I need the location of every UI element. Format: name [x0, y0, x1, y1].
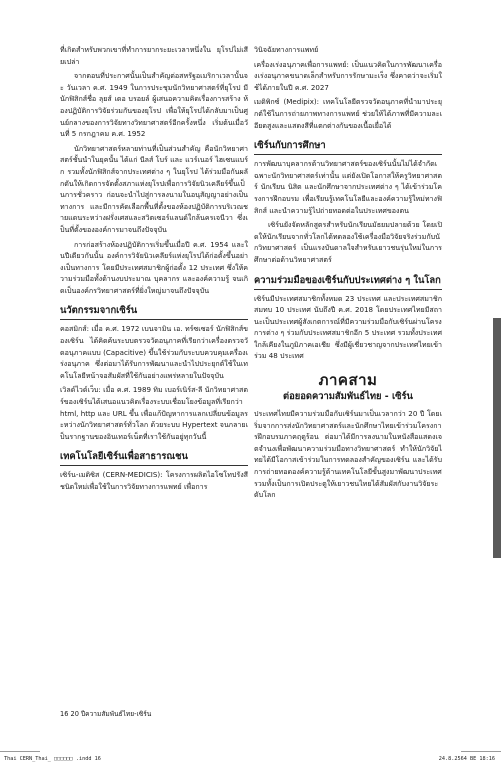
paragraph: วินิจฉัยทางการแพทย์	[254, 45, 319, 54]
paragraph: นักวิทยาศาสตร์หลายท่านที่เป็นส่วนสำคัญ คือนักวิทยาศาสตร์ชั้นนำในยุคนั้น ได้แก่ นีลส์ โบร์ และ แวร์เนอร์ ไฮเซนแบร์ก รวมทั้งนักฟิสิกส์จากประเทศต่าง ๆ ในยุโรป ได้ร่วมมือกันผลักดันให้เกิดการจัดตั้งสภาแห่งยุโรปเพื่อการวิจัยนิวเคลียร์ขึ้นเป็นการชั่วคราว ก่อนจะนำไปสู่การลงนามในอนุสัญญาอย่างเป็นทางการ และมีการคัดเลือกพื้นที่ตั้งของห้องปฏิบัติการบริเวณชายแดนระหว่างฝรั่งเศสและสวิตเซอร์แลนด์ใกล้นครเจนีวา ซึ่งเป็นที่ตั้งขององค์การมาจนถึงปัจจุบัน	[60, 143, 248, 234]
page-number: 16	[60, 710, 69, 718]
paragraph: เวิลด์ไวด์เว็บ: เมื่อ ค.ศ. 1989 ทิม เบอร์เนิร์ส-ลี นักวิทยาศาสตร์ของเซิร์นได้เสนอแนวคิดเรื่องระบบเชื่อมโยงข้อมูลที่เรียกว่า html, http และ URL ขึ้น เพื่อแก้ปัญหาการแลกเปลี่ยนข้อมูลระหว่างนักวิทยาศาสตร์ทั่วโลก ด้วยระบบ Hypertext จนกลายเป็นรากฐานของอินเทอร์เน็ตที่เราใช้กันอยู่ทุกวันนี้	[60, 385, 248, 441]
paragraph: การก่อสร้างห้องปฏิบัติการเริ่มขึ้นเมื่อปี ค.ศ. 1954 และในปีเดียวกันนั้น องค์การวิจัยนิวเคลียร์แห่งยุโรปได้ก่อตั้งขึ้นอย่างเป็นทางการ โดยมีประเทศสมาชิกผู้ก่อตั้ง 12 ประเทศ ซึ่งให้ความร่วมมือทั้งด้านงบประมาณ บุคลากร และองค์ความรู้ จนเกิดเป็นองค์กรวิทยาศาสตร์ที่ยิ่งใหญ่มาจนถึงปัจจุบัน	[60, 239, 248, 295]
section-heading-education: เซิร์นกับการศึกษา	[254, 139, 442, 155]
crop-mark	[461, 751, 501, 752]
chapter-side-tab	[493, 318, 501, 558]
part-title: ภาคสาม	[318, 371, 378, 390]
paragraph: ประเทศไทยมีความร่วมมือกับเซิร์นมาเป็นเวลากว่า 20 ปี โดยเริ่มจากการส่งนักวิทยาศาสตร์และนักศึกษาไทยเข้าร่วมโครงการฝึกอบรมภาคฤดูร้อน ต่อมาได้มีการลงนามในหนังสือแสดงเจตจำนงเพื่อพัฒนาความร่วมมือทางวิทยาศาสตร์ ทำให้นักวิจัยไทยได้มีโอกาสเข้าร่วมในการทดลองสำคัญของเซิร์น และได้รับการถ่ายทอดองค์ความรู้ด้านเทคโนโลยีขั้นสูงมาพัฒนาประเทศ รวมทั้งเป็นการเปิดประตูให้เยาวชนไทยได้สัมผัสกับงานวิจัยระดับโลก	[254, 409, 442, 500]
paragraph: จากตอนที่ประกาศนั้นเป็นสำคัญต่อสหรัฐอเมริกาเวลานั้นจะ วันเวลา ค.ศ. 1949 ในการประชุมนักวิทยาศาสตร์ที่ยุโรป มีนักฟิสิกส์ชื่อ ลุยส์ เดอ บรอยล์ ผู้เสนอความคิดเรื่องการสร้าง ห้องปฏิบัติการวิจัยร่วมกันของยุโรป เพื่อให้ยุโรปได้กลับมาเป็นศูนย์กลางของการวิจัยทางวิทยาศาสตร์อีกครั้งหนึ่ง เริ่มต้นเมื่อวันที่ 5 กรกฎาคม ค.ศ. 1952	[60, 71, 248, 139]
paragraph: เซิร์นยังจัดหลักสูตรสำหรับนักเรียนมัธยมปลายด้วย โดยเปิดให้นักเรียนจากทั่วโลกได้ทดลองใช้เครื่องมือวิจัยจริงร่วมกับนักวิทยาศาสตร์ เป็นแรงบันดาลใจสำหรับเยาวชนรุ่นใหม่ในการศึกษาต่อด้านวิทยาศาสตร์	[254, 220, 442, 264]
slug-filename: Thai CERN_Thai_ □□□□□□ .indd 16	[4, 756, 101, 762]
running-title: 20 ปีความสัมพันธ์ไทย-เซิร์น	[70, 710, 152, 718]
section-heading-technology: เทคโนโลยีเซิร์นเพื่อสาธารณชน	[60, 450, 248, 466]
paragraph: เครื่องเร่งอนุภาคเพื่อการแพทย์: เป็นแนวคิดในการพัฒนาเครื่องเร่งอนุภาคขนาดเล็กสำหรับการรักษามะเร็ง ซึ่งคาดว่าจะเริ่มใช้ได้ภายในปี ค.ศ. 2027	[254, 59, 442, 92]
paragraph: เซิร์น-เมดิซิส (CERN-MEDICIS): โครงการผลิตไอโซโทปรังสีชนิดใหม่เพื่อใช้ในการวิจัยทางการแพทย์ เพื่อการ	[60, 470, 248, 491]
crop-mark	[0, 751, 40, 752]
paragraph: เซิร์นมีประเทศสมาชิกทั้งหมด 23 ประเทศ และประเทศสมาชิกสมทบ 10 ประเทศ นับถึงปี ค.ศ. 2018 โดยประเทศไทยมีสถานะเป็นประเทศผู้สังเกตการณ์ที่มีความร่วมมือกับเซิร์นผ่านโครงการต่าง ๆ ร่วมกับประเทศสมาชิกอีก 5 ประเทศ รวมทั้งประเทศใกล้เคียงในภูมิภาคเอเชีย ซึ่งมีผู้เชี่ยวชาญจากประเทศไทยเข้าร่วม 48 ประเทศ	[254, 293, 442, 361]
paragraph: คอสมิกส์: เมื่อ ค.ศ. 1972 เบนจามิน เอ. ทร์ซเซอร์ นักฟิสิกส์ของเซิร์น ได้คิดค้นระบบตรวจวัดอนุภาคที่เรียกว่าเครื่องตรวจวัดอนุภาคแบบ (Capacitive) ขึ้นใช้ร่วมกับระบบควบคุมเครื่องเร่งอนุภาค ซึ่งต่อมาได้รับการพัฒนาและนำไปประยุกต์ใช้ในเทคโนโลยีหน้าจอสัมผัสที่ใช้กันอย่างแพร่หลายในปัจจุบัน	[60, 324, 248, 380]
paragraph: ที่เกิดสำหรับพวกเขาที่ทำการยากระยะเวลาหนึ่งใน ยุโรปไม่เสียเปล่า	[60, 45, 248, 66]
slug-timestamp: 24.8.2564 BE 18:16	[438, 756, 495, 762]
page-footer	[60, 710, 151, 719]
right-column	[254, 44, 442, 504]
section-heading-cooperation: ความร่วมมือของเซิร์นกับประเทศต่าง ๆ ในโลก	[254, 274, 442, 290]
print-slug	[0, 754, 501, 764]
paragraph: เมดิพิกซ์ (Medipix): เทคโนโลยีตรวจวัดอนุภาคที่นำมาประยุกต์ใช้ในการถ่ายภาพทางการแพทย์ ช่วยให้ได้ภาพที่มีความละเอียดสูงและแสดงสีที่แตกต่างกันของเนื้อเยื่อได้	[254, 97, 442, 130]
left-column	[60, 44, 248, 496]
paragraph: การพัฒนาบุคลากรด้านวิทยาศาสตร์ของเซิร์นนั้นไม่ได้จำกัดเฉพาะนักวิทยาศาสตร์เท่านั้น แต่ยังเปิดโอกาสให้ครูวิทยาศาสตร์ นักเรียน นิสิต และนักศึกษาจากประเทศต่าง ๆ ได้เข้าร่วมโครงการฝึกอบรม เพื่อเรียนรู้เทคโนโลยีและองค์ความรู้ใหม่ทางฟิสิกส์ และนำความรู้ไปถ่ายทอดต่อในประเทศของตน	[254, 159, 442, 215]
section-heading-innovation: นวัตกรรมจากเซิร์น	[60, 304, 248, 320]
part-subtitle: ต่อยอดความสัมพันธ์ไทย - เซิร์น	[283, 391, 413, 403]
